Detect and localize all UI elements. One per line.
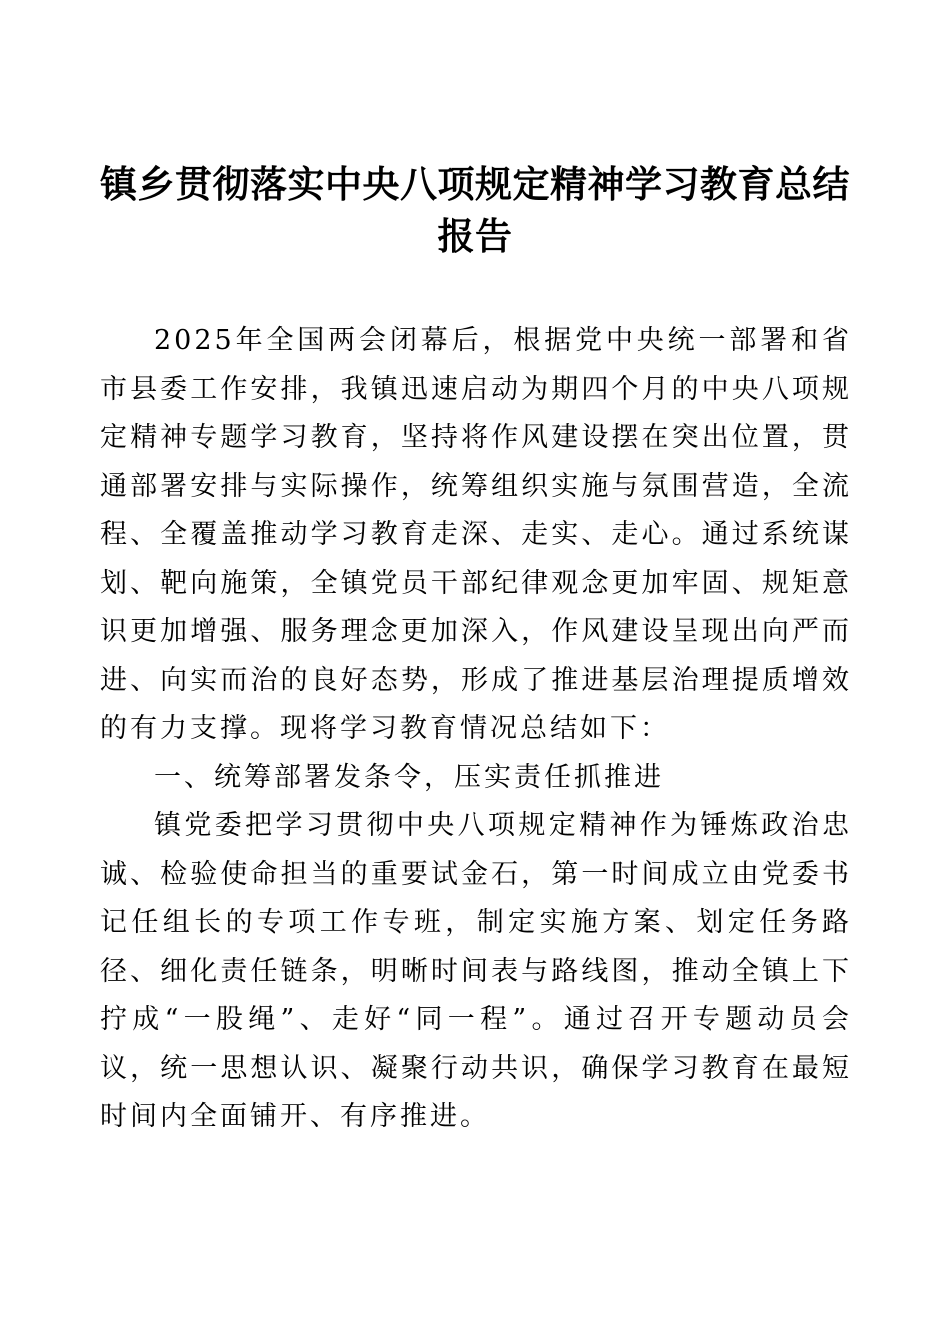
section-paragraph: 镇党委把学习贯彻中央八项规定精神作为锤炼政治忠诚、检验使命担当的重要试金石，第一时间成立由党委书记任组长的专项工作专班，制定实施方案、划定任务路径、细化责任链条，明晰时间表与路线图，推动全镇上下拧成“一股绳”、走好“同一程”。通过召开专题动员会议，统一思想认识、凝聚行动共识，确保学习教育在最短时间内全面铺开、有序推进。 <box>100 810 852 1132</box>
section-heading: 一、统筹部署发条令，压实责任抓推进 <box>154 761 664 793</box>
intro-paragraph: 2025年全国两会闭幕后，根据党中央统一部署和省市县委工作安排，我镇迅速启动为期四个月的中央八项规定精神专题学习教育，坚持将作风建设摆在突出位置，贯通部署安排与实际操作，统筹组织实施与氛围营造，全流程、全覆盖推动学习教育走深、走实、走心。通过系统谋划、靶向施策，全镇党员干部纪律观念更加牢固、规矩意识更加增强、服务理念更加深入，作风建设呈现出向严而进、向实而治的良好态势，形成了推进基层治理提质增效的有力支撑。现将学习教育情况总结如下： <box>100 325 852 744</box>
document-body <box>100 317 852 1142</box>
document-title: 镇乡贯彻落实中央八项规定精神学习教育总结报告 <box>100 162 850 258</box>
